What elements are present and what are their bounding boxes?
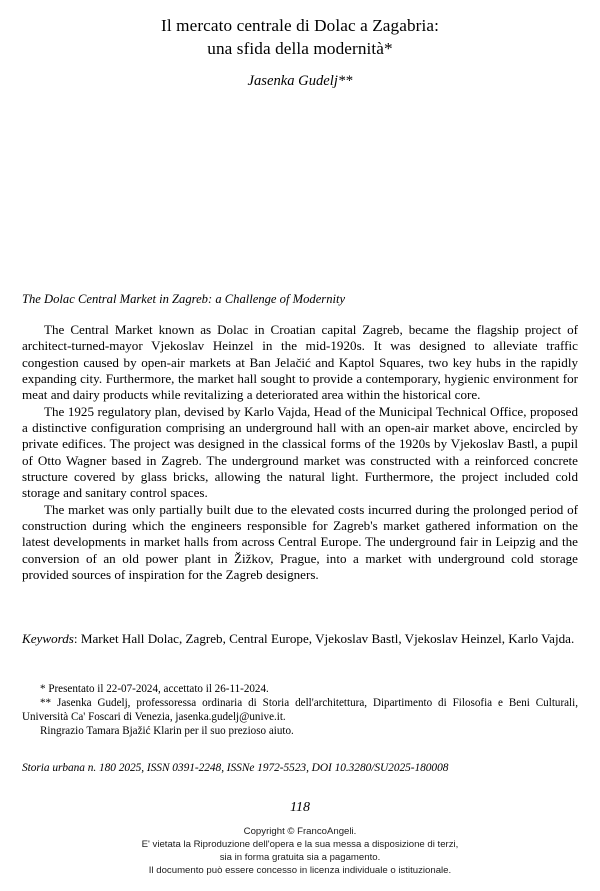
abstract-body — [22, 322, 578, 584]
copyright-line-1: Copyright © FrancoAngeli. — [243, 826, 357, 837]
title-line-2: una sfida della modernità* — [207, 39, 393, 58]
keywords-label: Keywords — [22, 631, 74, 646]
copyright-line-3: sia in forma gratuita sia a pagamento. — [219, 851, 381, 863]
title-line-1: Il mercato centrale di Dolac a Zagabria: — [161, 16, 439, 35]
abstract-paragraph: The Central Market known as Dolac in Croatian capital Zagreb, became the flagship project of architect-turned-mayor Vjekoslav Heinzel in the mid-1920s. It was designed to alleviate traffic congestion caused by open-air markets at Ban Jelačić and Kaptol Squares, two key hubs in the rapidly expanding city. Furthermore, the market hall sought to provide a contemporary, hygienic environment for meat and dairy products while revitalizing a deteriorated area within the historical core. — [22, 322, 578, 403]
footnote-block — [22, 682, 578, 738]
page-title — [22, 14, 578, 60]
footnote-submission-dates: * Presentato il 22-07-2024, accettato il 26-11-2024. — [40, 683, 269, 695]
keywords-separator: : — [73, 631, 81, 646]
keywords-text: Market Hall Dolac, Zagreb, Central Europe, Vjekoslav Bastl, Vjekoslav Heinzel, Karlo Vajda. — [80, 631, 575, 646]
copyright-footer — [0, 826, 600, 878]
keywords-line — [22, 631, 578, 647]
abstract-heading: The Dolac Central Market in Zagreb: a Challenge of Modernity — [22, 292, 346, 306]
page-number: 118 — [290, 800, 310, 815]
footnote-author-affiliation: ** Jasenka Gudelj, professoressa ordinaria di Storia dell'architettura, Dipartimento di Filosofia e Beni Culturali, Università Ca' Foscari di Venezia, jasenka.gudelj@unive.it. — [22, 697, 578, 724]
copyright-line-2: E' vietata la Riproduzione dell'opera e la sua messa a disposizione di terzi, — [141, 838, 459, 850]
copyright-line-4: Il documento può essere concesso in licenza individuale o istituzionale. — [148, 864, 452, 876]
journal-citation: Storia urbana n. 180 2025, ISSN 0391-2248, ISSNe 1972-5523, DOI 10.3280/SU2025-180008 — [22, 762, 449, 774]
footnote-acknowledgement: Ringrazio Tamara Bjažić Klarin per il suo prezioso aiuto. — [40, 725, 294, 738]
author-name: Jasenka Gudelj** — [247, 73, 353, 89]
abstract-paragraph: The market was only partially built due to the elevated costs incurred during the prolonged period of construction during which the engineers responsible for Zagreb's market gathered information on the latest developments in market halls from across Central Europe. The underground fair in Leipzig and the conversion of an old power plant in Žižkov, Prague, into a market with underground cold storage provided sources of inspiration for the Zagreb designers. — [22, 501, 578, 583]
abstract-paragraph: The 1925 regulatory plan, devised by Karlo Vajda, Head of the Municipal Technical Office, proposed a distinctive configuration comprising an underground hall with an open-air market above, encircled by private edifices. The project was designed in the classical forms of the 1920s by Vjekoslav Bastl, a pupil of Otto Wagner based in Zagreb. The underground market was constructed with a reinforced concrete structure covered by glass bricks, allowing the natural light. Furthermore, the project included cold storage and sanitary control spaces. — [22, 403, 578, 501]
